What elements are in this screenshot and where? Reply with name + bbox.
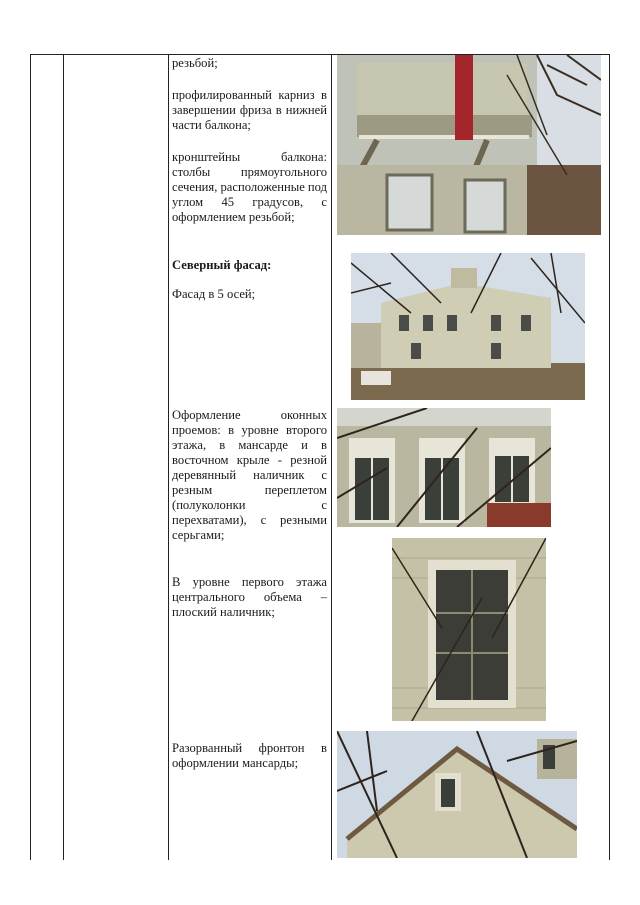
photo-north-facade: [351, 253, 585, 400]
table-border-right: [609, 54, 610, 860]
photo-window-frames-upper: [337, 408, 551, 527]
text-row-6: В уровне первого этажа центрального объема – плоский наличник;: [172, 575, 327, 619]
table-border-col3: [331, 54, 332, 860]
photo-window-flat-frame: [392, 538, 546, 721]
text-row-7: Разорванный фронтон в оформлении мансарды;: [172, 741, 327, 770]
section-heading-north: Северный фасад:: [172, 258, 272, 272]
text-row-1: резьбой;: [172, 56, 218, 70]
photo-balcony: [337, 55, 601, 235]
table-border-left: [30, 54, 31, 860]
photo-broken-pediment: [337, 731, 577, 858]
text-row-5: Оформление оконных проемов: в уровне второго этажа, в мансарде и в восточном крыле - резной деревянный наличник с резным переплетом (полуколонки с перехватами), с резными серьгами;: [172, 408, 327, 542]
text-row-3: кронштейны балкона: столбы прямоугольного сечения, расположенные под углом 45 градусов, с оформлением резьбой;: [172, 150, 328, 224]
text-row-2: профилированный карниз в завершении фриза в нижней части балкона;: [172, 88, 327, 132]
text-row-4: Фасад в 5 осей;: [172, 287, 256, 301]
table-border-col2: [168, 54, 169, 860]
table-border-col1: [63, 54, 64, 860]
